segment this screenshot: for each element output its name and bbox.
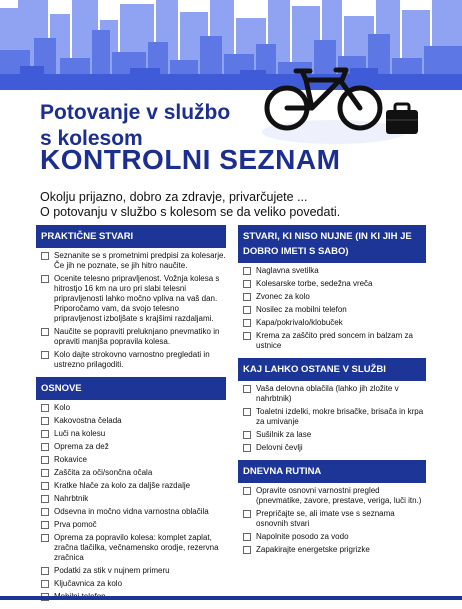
checklist-item	[36, 416, 226, 426]
checklist-item	[36, 403, 226, 413]
checkbox[interactable]	[41, 469, 49, 477]
checklist-item-text: Nosilec za mobilni telefon	[256, 305, 347, 314]
checklist-item-text: Zvonec za kolo	[256, 292, 310, 301]
checklist-prakticne	[36, 251, 226, 370]
checkbox[interactable]	[243, 267, 251, 275]
checkbox[interactable]	[41, 430, 49, 438]
checklist-item-text: Kolesarske torbe, sedežna vreča	[256, 279, 373, 288]
checkbox[interactable]	[41, 404, 49, 412]
checklist-item-text: Rokavice	[54, 455, 87, 464]
checklist-item-text: Naučite se popraviti preluknjano pnevmatiko in opraviti manjša popravila kolesa.	[54, 327, 220, 346]
checkbox[interactable]	[243, 332, 251, 340]
checkbox[interactable]	[243, 431, 251, 439]
title-line-1: Potovanje v službo	[40, 101, 231, 124]
checklist-item	[36, 533, 226, 563]
checklist-item-text: Delovni čevlji	[256, 443, 303, 452]
checkbox[interactable]	[243, 487, 251, 495]
checklist-item-text: Kolo dajte strokovno varnostno pregledati in ustrezno prilagoditi.	[54, 350, 210, 369]
checkbox[interactable]	[41, 252, 49, 260]
intro-line-2: O potovanju v službo s kolesom se da veliko povedati.	[40, 205, 341, 219]
checklist-item-text: Ocenite telesno pripravljenost. Vožnja kolesa s hitrostjo 16 km na uro pri slabi telesni pripravljenosti lahko močno vpliva na vaš dan. Priporočamo vam, da svojo telesno pripravljenost izboljšate s krajšimi razdaljami.	[54, 274, 220, 323]
checklist-item	[36, 520, 226, 530]
checklist-item-text: Luči na kolesu	[54, 429, 106, 438]
page-subtitle: KONTROLNI SEZNAM	[40, 144, 341, 175]
checklist-item-text: Zaščita za oči/sončna očala	[54, 468, 153, 477]
checklist-item-text: Nahrbtnik	[54, 494, 89, 503]
intro-line-1: Okolju prijazno, dobro za zdravje, privarčujete ...	[40, 190, 308, 204]
checklist-osnove	[36, 403, 226, 602]
checkbox[interactable]	[41, 275, 49, 283]
checklist-item-text: Napolnite posodo za vodo	[256, 532, 349, 541]
checkbox[interactable]	[41, 521, 49, 529]
checkbox[interactable]	[243, 319, 251, 327]
checklist-item-text: Oprema za dež	[54, 442, 109, 451]
checkbox[interactable]	[41, 495, 49, 503]
checkbox[interactable]	[243, 306, 251, 314]
checklist-item-text: Prepričajte se, ali imate vse s seznama osnovnih stvari	[256, 509, 395, 528]
briefcase-icon	[386, 104, 418, 134]
checklist-item-text: Naglavna svetilka	[256, 266, 319, 275]
checklist-item-text: Prva pomoč	[54, 520, 97, 529]
bottom-accent-bar	[0, 596, 462, 600]
checklist-item-text: Sušilnik za lase	[256, 430, 312, 439]
section-heading-rutina: DNEVNA RUTINA	[238, 460, 426, 483]
checklist-item-text: Krema za zaščito pred soncem in balzam za ustnice	[256, 331, 413, 350]
checkbox[interactable]	[41, 482, 49, 490]
checklist-v-sluzbi	[238, 384, 426, 453]
checkbox[interactable]	[243, 444, 251, 452]
checklist-item-text: Toaletni izdelki, mokre brisačke, brisača in krpa za umivanje	[256, 407, 424, 426]
checkbox[interactable]	[243, 546, 251, 554]
checklist-item-text: Kratke hlače za kolo za daljše razdalje	[54, 481, 191, 490]
checklist-item	[238, 318, 426, 328]
checkbox[interactable]	[41, 417, 49, 425]
checklist-item-text: Vaša delovna oblačila (lahko jih zložite v nahrbtnik)	[256, 384, 399, 403]
checkbox[interactable]	[41, 456, 49, 464]
checkbox[interactable]	[41, 580, 49, 588]
checklist-item	[36, 579, 226, 589]
left-column	[36, 225, 226, 609]
checklist-item	[238, 430, 426, 440]
checkbox[interactable]	[41, 534, 49, 542]
checklist-rutina	[238, 486, 426, 555]
checklist-item-text: Oprema za popravilo kolesa: komplet zaplat, zračna tlačilka, večnamensko orodje, rezervna zračnica	[54, 533, 219, 562]
checkbox[interactable]	[243, 408, 251, 416]
bicycle-icon	[262, 62, 422, 144]
checklist-item	[238, 279, 426, 289]
checkbox[interactable]	[41, 443, 49, 451]
checklist-item-text: Podatki za stik v nujnem primeru	[54, 566, 170, 575]
checklist-item	[36, 274, 226, 324]
checklist-nenujne	[238, 266, 426, 351]
checklist-item-text: Kapa/pokrivalo/klobuček	[256, 318, 343, 327]
checkbox[interactable]	[41, 508, 49, 516]
checklist-item	[36, 481, 226, 491]
title-line-2: s kolesom	[40, 127, 143, 150]
checklist-item	[36, 251, 226, 271]
checkbox[interactable]	[243, 510, 251, 518]
checklist-item-text: Ključavnica za kolo	[54, 579, 123, 588]
checkbox[interactable]	[41, 351, 49, 359]
checklist-item	[36, 327, 226, 347]
checklist-item-text: Zapakirajte energetske prigrizke	[256, 545, 370, 554]
section-heading-prakticne: PRAKTIČNE STVARI	[36, 225, 226, 248]
checklist-item	[36, 468, 226, 478]
checklist-item	[36, 350, 226, 370]
checklist-item	[238, 486, 426, 506]
checklist-item	[36, 429, 226, 439]
checklist-item	[238, 532, 426, 542]
right-column	[238, 225, 426, 562]
checklist-item	[238, 545, 426, 555]
section-heading-v-sluzbi: KAJ LAHKO OSTANE V SLUŽBI	[238, 358, 426, 381]
checklist-item	[36, 494, 226, 504]
section-heading-nenujne: STVARI, KI NISO NUJNE (IN KI JIH JE DOBRO IMETI S SABO)	[238, 225, 426, 263]
checkbox[interactable]	[41, 567, 49, 575]
intro-text	[40, 190, 440, 220]
checklist-item	[36, 507, 226, 517]
checklist-item-text: Opravite osnovni varnostni pregled (pnevmatike, zavore, prestave, veriga, luči itn.)	[256, 486, 422, 505]
checklist-item-text: Odsevna in močno vidna varnostna oblačila	[54, 507, 209, 516]
checklist-item	[238, 331, 426, 351]
checkbox[interactable]	[243, 385, 251, 393]
checklist-item-text: Kolo	[54, 403, 71, 412]
checklist-item	[36, 455, 226, 465]
checkbox[interactable]	[243, 280, 251, 288]
checklist-item	[238, 292, 426, 302]
section-heading-osnove: OSNOVE	[36, 377, 226, 400]
checklist-item	[238, 443, 426, 453]
checklist-item	[238, 407, 426, 427]
checklist-item	[238, 266, 426, 276]
checkbox[interactable]	[243, 293, 251, 301]
checklist-item-text: Seznanite se s prometnimi predpisi za kolesarje. Če jih ne poznate, se jih hitro naučite.	[54, 251, 226, 270]
checklist-item-text: Kakovostna čelada	[54, 416, 122, 425]
checkbox[interactable]	[243, 533, 251, 541]
checkbox[interactable]	[41, 328, 49, 336]
checklist-item	[36, 566, 226, 576]
checklist-item	[238, 509, 426, 529]
checklist-item	[238, 384, 426, 404]
checklist-item	[238, 305, 426, 315]
checklist-item	[36, 442, 226, 452]
